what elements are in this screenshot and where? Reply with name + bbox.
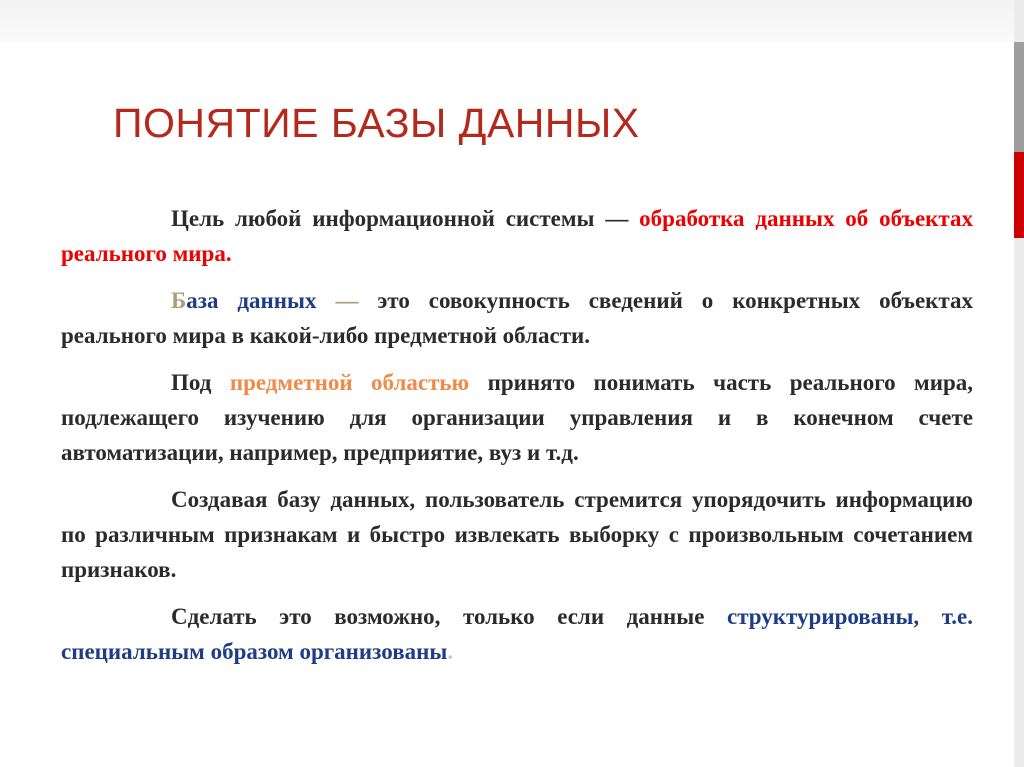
slide-title: ПОНЯТИЕ БАЗЫ ДАННЫХ: [113, 100, 640, 146]
paragraph-structured: [61, 599, 973, 669]
structured-prefix: Сделать это возможно, только если данные: [171, 604, 727, 629]
term-database: аза данных: [186, 288, 317, 313]
slide-body: [61, 201, 973, 681]
paragraph-goal: [61, 201, 973, 271]
slide-top-band: [0, 0, 1024, 42]
term-first-letter: Б: [171, 288, 187, 313]
definition-text: это совокупность сведений о конкретных объектах реального мира в какой-либо предметной области.: [61, 288, 974, 348]
term-structured: структурированы, т.е. специальным образом организованы: [61, 604, 973, 664]
paragraph-database-definition: [61, 283, 973, 353]
goal-text: Цель любой информационной системы —: [171, 206, 640, 231]
user-goal-text: Создавая базу данных, пользователь стремится упорядочить информацию по различным признакам и быстро извлекать выборку с произвольным сочетанием признаков.: [61, 487, 973, 582]
term-subject-area: предметной областью: [229, 370, 470, 395]
subject-text: принято понимать часть реального мира, подлежащего изучению для организации управления и в конечном счете автоматизации, например, предприятие, вуз и т.д.: [61, 370, 973, 465]
term-dash: —: [316, 288, 359, 313]
goal-highlight: обработка данных об объектах реального мира.: [61, 206, 973, 266]
slide-accent-gray-bar: [1014, 42, 1024, 152]
subject-prefix: Под: [171, 370, 230, 395]
slide-accent-red-bar: [1014, 152, 1024, 238]
paragraph-subject-area: [61, 365, 973, 470]
structured-period: .: [447, 639, 454, 664]
paragraph-user-goal: [61, 482, 973, 587]
